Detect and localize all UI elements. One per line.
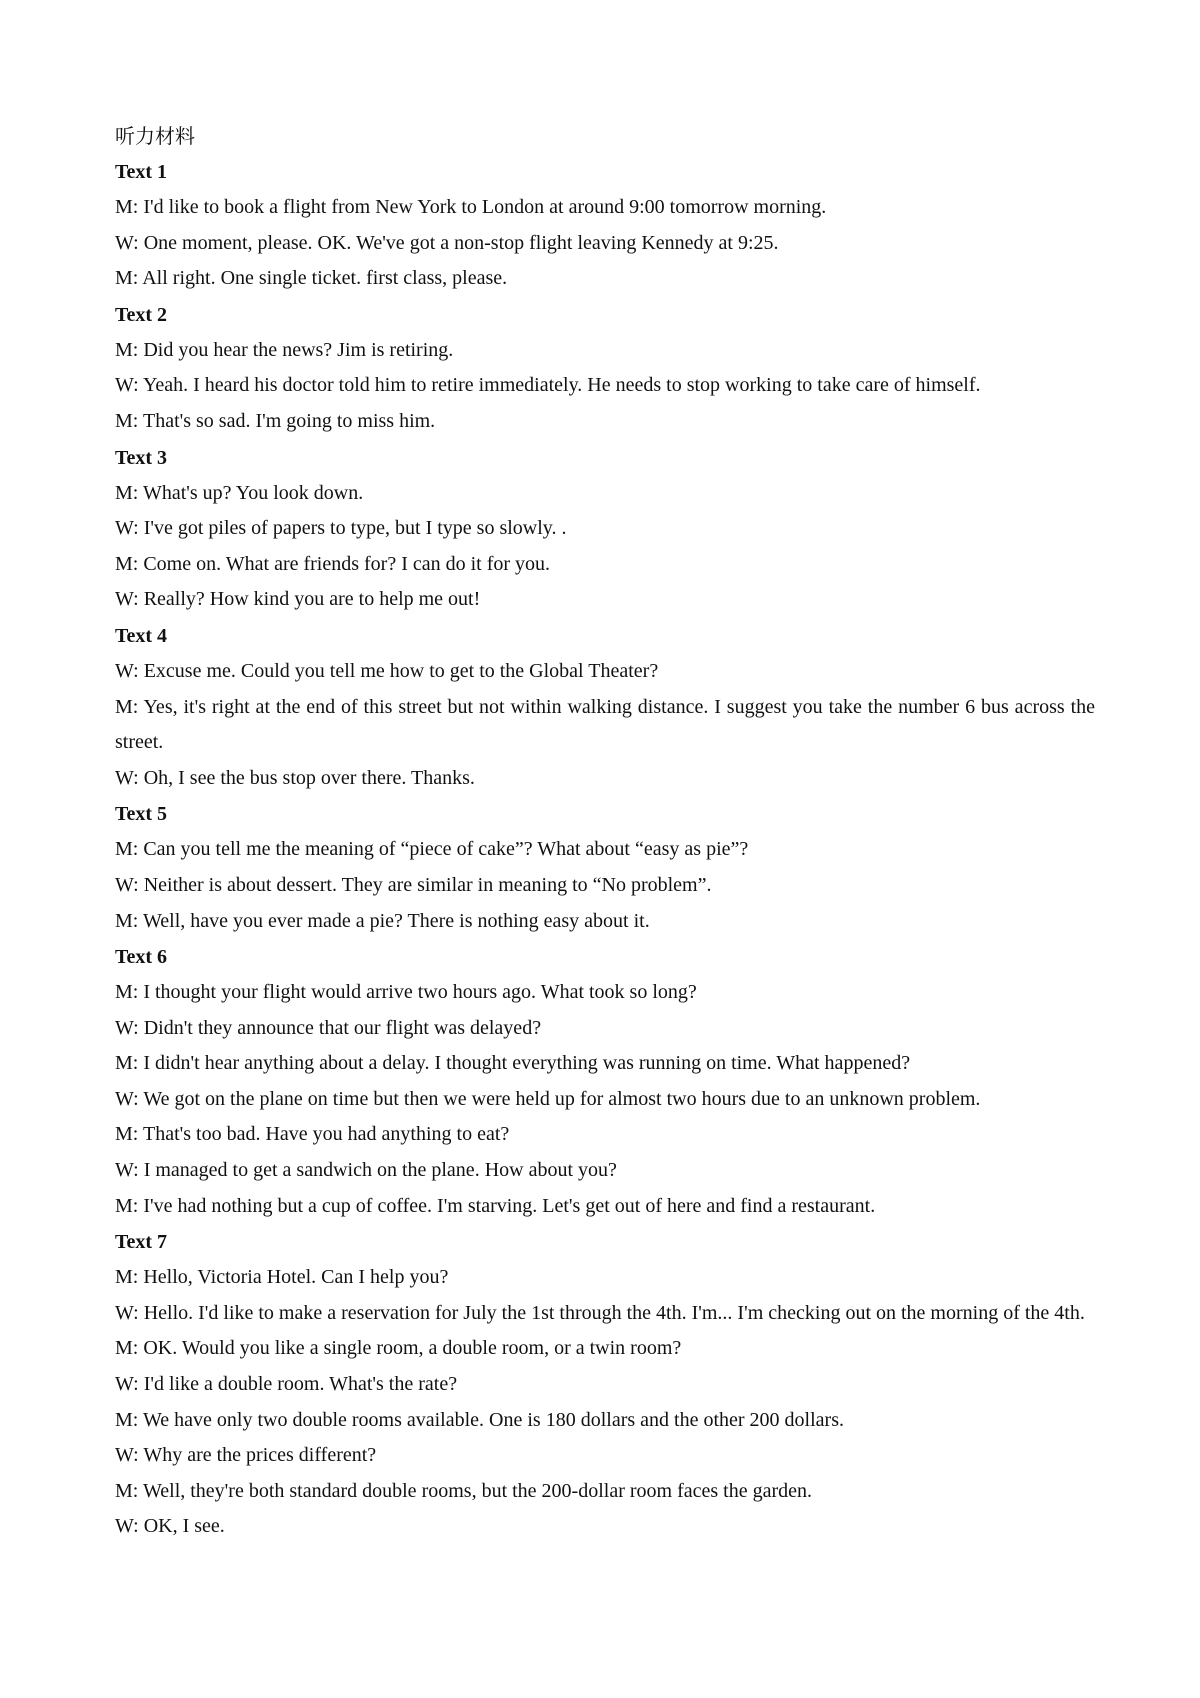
section-heading: Text 2 [115,303,168,326]
dialogue-line: M: I've had nothing but a cup of coffee. I'm starving. Let's get out of here and find a restaurant. [115,1194,876,1217]
dialogue-line: M: Can you tell me the meaning of “piece of cake”? What about “easy as pie”? [115,838,749,861]
dialogue-line: W: Neither is about dessert. They are similar in meaning to “No problem”. [115,873,712,896]
text-2-section [115,297,1095,440]
section-heading: Text 1 [115,161,168,183]
dialogue-line: M: All right. One single ticket. first class, please. [115,267,508,290]
dialogue-line: W: We got on the plane on time but then we were held up for almost two hours due to an unknown problem. [115,1087,981,1110]
document-page [115,118,1095,1545]
document-title: 听力材料 [115,124,195,148]
dialogue-line: W: Yeah. I heard his doctor told him to retire immediately. He needs to stop working to take care of himself. [115,374,981,397]
dialogue-line: W: Really? How kind you are to help me out! [115,588,481,611]
dialogue-line: W: Why are the prices different? [115,1444,377,1467]
section-heading: Text 5 [115,803,168,826]
text-6-section [115,939,1095,1224]
section-heading: Text 6 [115,946,168,969]
dialogue-line: M: Well, have you ever made a pie? There is nothing easy about it. [115,909,650,932]
text-4-section [115,618,1095,796]
dialogue-line: M: Yes, it's right at the end of this street but not within walking distance. I suggest you take the number 6 bus across the street. [115,695,1095,754]
dialogue-line: W: Excuse me. Could you tell me how to get to the Global Theater? [115,659,659,682]
dialogue-line: W: I managed to get a sandwich on the plane. How about you? [115,1159,617,1182]
dialogue-line: W: I've got piles of papers to type, but I type so slowly. . [115,517,567,540]
dialogue-line: M: I didn't hear anything about a delay. I thought everything was running on time. What happened? [115,1052,911,1075]
dialogue-line: M: That's too bad. Have you had anything to eat? [115,1123,510,1146]
dialogue-line: M: I thought your flight would arrive two hours ago. What took so long? [115,981,697,1004]
dialogue-line: M: Hello, Victoria Hotel. Can I help you? [115,1266,449,1289]
section-heading: Text 7 [115,1231,168,1254]
dialogue-line: W: Hello. I'd like to make a reservation for July the 1st through the 4th. I'm... I'm checking out on the morning of the 4th. [115,1301,1085,1324]
dialogue-line: M: What's up? You look down. [115,481,364,504]
text-7-section [115,1224,1095,1545]
dialogue-line: M: Well, they're both standard double rooms, but the 200-dollar room faces the garden. [115,1479,813,1502]
dialogue-line: W: I'd like a double room. What's the rate? [115,1373,458,1396]
dialogue-line: M: That's so sad. I'm going to miss him. [115,409,436,432]
dialogue-line: M: OK. Would you like a single room, a double room, or a twin room? [115,1337,682,1360]
dialogue-line: W: Didn't they announce that our flight was delayed? [115,1016,542,1039]
dialogue-line: M: I'd like to book a flight from New York to London at around 9:00 tomorrow morning. [115,196,827,218]
dialogue-line: W: OK, I see. [115,1515,225,1538]
text-1-section [115,154,1095,297]
section-heading: Text 3 [115,446,168,469]
text-3-section [115,440,1095,618]
dialogue-line: M: We have only two double rooms available. One is 180 dollars and the other 200 dollars. [115,1408,844,1431]
section-heading: Text 4 [115,624,168,647]
text-5-section [115,796,1095,939]
dialogue-line: W: Oh, I see the bus stop over there. Thanks. [115,766,475,789]
dialogue-line: M: Did you hear the news? Jim is retiring. [115,338,454,361]
dialogue-line: M: Come on. What are friends for? I can do it for you. [115,552,551,575]
dialogue-line: W: One moment, please. OK. We've got a non-stop flight leaving Kennedy at 9:25. [115,231,779,254]
